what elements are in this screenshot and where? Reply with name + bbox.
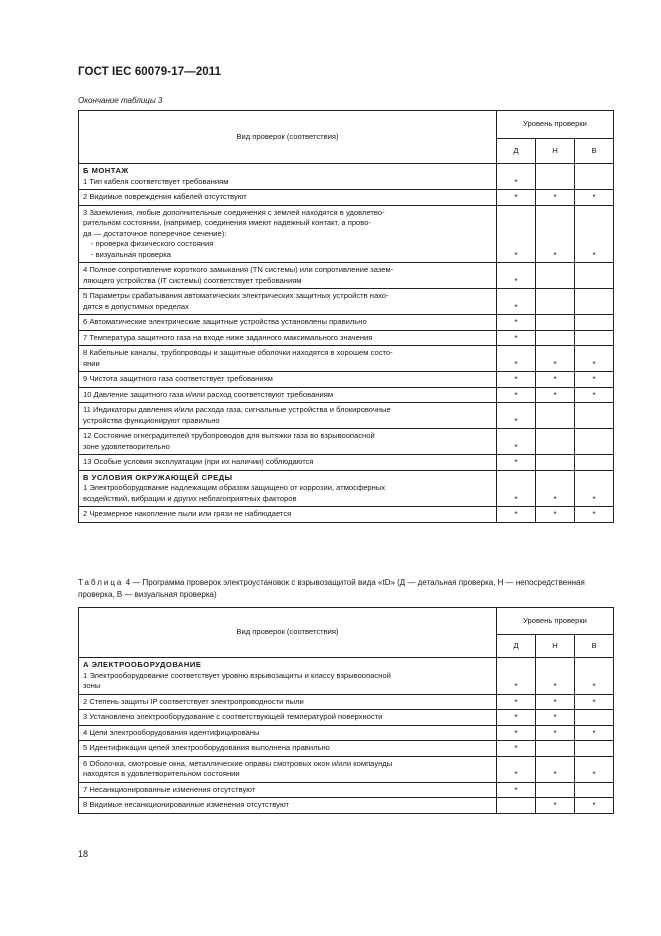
level-mark: * [497, 658, 536, 695]
level-mark: * [575, 470, 614, 507]
level-mark [497, 798, 536, 814]
level-mark [575, 315, 614, 331]
level-mark: * [575, 694, 614, 710]
level-mark: * [497, 403, 536, 429]
level-mark: * [536, 658, 575, 695]
level-mark: * [497, 330, 536, 346]
table-row [79, 372, 614, 388]
level-mark: * [575, 346, 614, 372]
row-text-line: 11 Индикаторы давления и/или расхода газа, сигнальные устройства и блокировочные [83, 405, 391, 414]
level-mark: * [536, 710, 575, 726]
row-text-line: 8 Кабельные каналы, трубопроводы и защитные оболочки находятся в хорошем состо- [83, 348, 393, 357]
table-row [79, 289, 614, 315]
row-text-line: зоне удовлетворительно [83, 441, 170, 451]
row-description [79, 694, 497, 710]
table3-level-d: Д [497, 139, 536, 164]
row-subitem: - визуальная проверка [91, 249, 171, 259]
page-number: 18 [78, 849, 89, 859]
table-row [79, 658, 614, 695]
table4-col-header: Вид проверок (соответствия) [79, 608, 497, 658]
section-heading: Б МОНТАЖ [83, 166, 129, 175]
level-mark [536, 429, 575, 455]
row-subitem: - проверка физического состояния [91, 239, 214, 248]
row-description [79, 315, 497, 331]
row-text-line: 2 Видимые повреждения кабелей отсутствуют [83, 192, 247, 201]
level-mark: * [536, 470, 575, 507]
level-mark [536, 741, 575, 757]
level-mark: * [575, 372, 614, 388]
row-text-line: 3 Установлено электрооборудование с соответствующей температурой поверхности [83, 712, 383, 721]
table3 [78, 110, 614, 523]
row-description [79, 725, 497, 741]
row-text-line: 4 Полное сопротивление короткого замыкания (TN системы) или сопротивление зазем- [83, 265, 394, 274]
level-mark [575, 164, 614, 190]
table-row [79, 205, 614, 263]
table-row [79, 263, 614, 289]
level-mark: * [536, 346, 575, 372]
row-description [79, 263, 497, 289]
level-mark: * [536, 387, 575, 403]
row-description [79, 387, 497, 403]
level-mark: * [575, 190, 614, 206]
level-mark: * [497, 315, 536, 331]
row-text-line: 4 Цепи электрооборудования идентифицированы [83, 727, 260, 737]
level-mark: * [536, 798, 575, 814]
level-mark [575, 403, 614, 429]
table-row [79, 164, 614, 190]
row-text-line: 9 Чистота защитного газа соответствует требованиям [83, 374, 273, 383]
row-description [79, 741, 497, 757]
row-description [79, 798, 497, 814]
table-row [79, 455, 614, 471]
level-mark: * [497, 725, 536, 741]
level-mark [536, 263, 575, 289]
level-mark [575, 263, 614, 289]
row-text-line: 1 Электрооборудование надлежащим образом защищено от коррозии, атмосферных [83, 483, 386, 492]
row-text-line: 3 Заземления, любые дополнительные соединения с землей находятся в удовлетво- [83, 207, 385, 217]
row-description [79, 330, 497, 346]
table-row [79, 403, 614, 429]
row-text-line: устройства функционируют правильно [83, 415, 220, 425]
row-text-line: находятся в удовлетворительном состоянии [83, 769, 240, 778]
row-description [79, 429, 497, 455]
row-description [79, 372, 497, 388]
level-mark [536, 330, 575, 346]
level-mark: * [497, 507, 536, 523]
table4-level-d: Д [497, 635, 536, 658]
row-text-line: 8 Видимые несанкционированные изменения отсутствуют [83, 800, 289, 809]
row-text-line: ляющего устройства (IT системы) соответствует требованиям [83, 275, 302, 285]
row-text-line: 12 Состояние огнеградителей трубопроводов для вытяжки газа во взрывоопасной [83, 431, 375, 440]
level-mark: * [575, 756, 614, 782]
level-mark: * [497, 470, 536, 507]
row-text-line: 6 Автоматические электрические защитные устройства установлены правильно [83, 317, 367, 326]
level-mark: * [497, 263, 536, 289]
level-mark: * [497, 429, 536, 455]
level-mark [536, 782, 575, 798]
row-text-line: воздействий, вибрации и других неблагоприятных факторов [83, 493, 297, 503]
table3-level-n: Н [536, 139, 575, 164]
table-row [79, 741, 614, 757]
row-text-line: 10 Давление защитного газа и/или расход соответствуют требованиям [83, 389, 334, 399]
table-row [79, 315, 614, 331]
level-mark: * [575, 387, 614, 403]
row-text-line: янии [83, 358, 100, 368]
table-row [79, 694, 614, 710]
level-mark [575, 289, 614, 315]
table3-level-v: В [575, 139, 614, 164]
level-mark: * [575, 725, 614, 741]
row-text-line: рительном состоянии, (например, соединения имеют надежный контакт, а прово- [83, 218, 371, 227]
level-mark [575, 710, 614, 726]
table4-caption-label: Таблица [78, 578, 124, 587]
row-description [79, 507, 497, 523]
level-mark [575, 455, 614, 471]
level-mark: * [536, 756, 575, 782]
row-description [79, 756, 497, 782]
level-mark: * [575, 658, 614, 695]
table3-col-header: Вид проверок (соответствия) [79, 111, 497, 164]
row-text-line: зоны [83, 681, 101, 690]
table-row [79, 798, 614, 814]
level-mark [575, 330, 614, 346]
table-row [79, 782, 614, 798]
row-description [79, 346, 497, 372]
table-row [79, 190, 614, 206]
level-mark: * [497, 710, 536, 726]
level-mark [536, 403, 575, 429]
row-description [79, 455, 497, 471]
row-description [79, 289, 497, 315]
level-mark [575, 782, 614, 798]
table4-level-n: Н [536, 635, 575, 658]
table-row [79, 330, 614, 346]
row-description [79, 205, 497, 263]
row-description [79, 782, 497, 798]
level-mark [536, 164, 575, 190]
level-mark: * [536, 205, 575, 263]
row-description [79, 164, 497, 190]
table-row [79, 346, 614, 372]
row-text-line: 7 Температура защитного газа на входе ниже заданного максимального значения [83, 332, 373, 342]
level-mark: * [497, 190, 536, 206]
level-mark [536, 455, 575, 471]
row-description [79, 190, 497, 206]
row-description [79, 470, 497, 507]
level-mark [575, 741, 614, 757]
table4-caption [78, 577, 618, 601]
level-mark [536, 289, 575, 315]
table4 [78, 607, 614, 814]
level-mark: * [497, 455, 536, 471]
level-mark: * [536, 725, 575, 741]
table-row [79, 725, 614, 741]
level-mark: * [536, 507, 575, 523]
level-mark: * [536, 372, 575, 388]
table4-caption-text: 4 — Программа проверок электроустановок с взрывозащитой вида «tD» (Д — детальная проверка, Н — непосредственная проверка, В — визуальная проверка) [78, 578, 585, 599]
level-mark: * [497, 694, 536, 710]
row-text-line: да — достаточное поперечное сечение): [83, 228, 227, 238]
table-row [79, 710, 614, 726]
table4-level-v: В [575, 635, 614, 658]
level-mark: * [497, 756, 536, 782]
level-mark: * [497, 782, 536, 798]
level-mark: * [497, 346, 536, 372]
table-row [79, 470, 614, 507]
row-text-line: 7 Несанкционированные изменения отсутствуют [83, 784, 256, 794]
level-mark: * [497, 289, 536, 315]
level-mark [575, 429, 614, 455]
section-heading: А ЭЛЕКТРООБОРУДОВАНИЕ [83, 660, 202, 669]
row-description [79, 658, 497, 695]
level-mark: * [497, 387, 536, 403]
table4-level-header: Уровень проверки [497, 608, 614, 635]
level-mark [536, 315, 575, 331]
table-row [79, 387, 614, 403]
level-mark: * [497, 164, 536, 190]
section-heading: В УСЛОВИЯ ОКРУЖАЮЩЕЙ СРЕДЫ [83, 472, 233, 482]
table-row [79, 507, 614, 523]
row-text-line: 1 Электрооборудование соответствует уровню взрывозащиты и классу взрывоопасной [83, 670, 391, 680]
level-mark: * [497, 205, 536, 263]
level-mark: * [575, 205, 614, 263]
level-mark: * [497, 741, 536, 757]
row-text-line: 5 Параметры срабатывания автоматических электрических защитных устройств нахо- [83, 291, 389, 300]
table3-level-header: Уровень проверки [497, 111, 614, 139]
row-description [79, 403, 497, 429]
table-row [79, 756, 614, 782]
table3-caption: Окончание таблицы 3 [78, 96, 163, 105]
row-text-line: 2 Чрезмерное накопление пыли или грязи не наблюдается [83, 509, 292, 518]
row-text-line: 6 Оболочка, смотровые окна, металлические оправы смотровых окон и/или компаунды [83, 758, 393, 768]
level-mark: * [575, 798, 614, 814]
row-text-line: 1 Тип кабеля соответствует требованиям [83, 176, 229, 186]
level-mark: * [536, 190, 575, 206]
row-description [79, 710, 497, 726]
row-text-line: 5 Идентификация цепей электрооборудования выполнена правильно [83, 743, 330, 752]
level-mark: * [536, 694, 575, 710]
row-text-line: 13 Особые условия эксплуатации (при их наличии) соблюдаются [83, 457, 314, 466]
row-text-line: 2 Степень защиты IP соответствует электропроводности пыли [83, 696, 304, 706]
level-mark: * [575, 507, 614, 523]
table-row [79, 429, 614, 455]
document-title: ГОСТ IEC 60079-17—2011 [78, 66, 222, 78]
level-mark: * [497, 372, 536, 388]
row-text-line: дятся в допустимых пределах [83, 301, 189, 311]
